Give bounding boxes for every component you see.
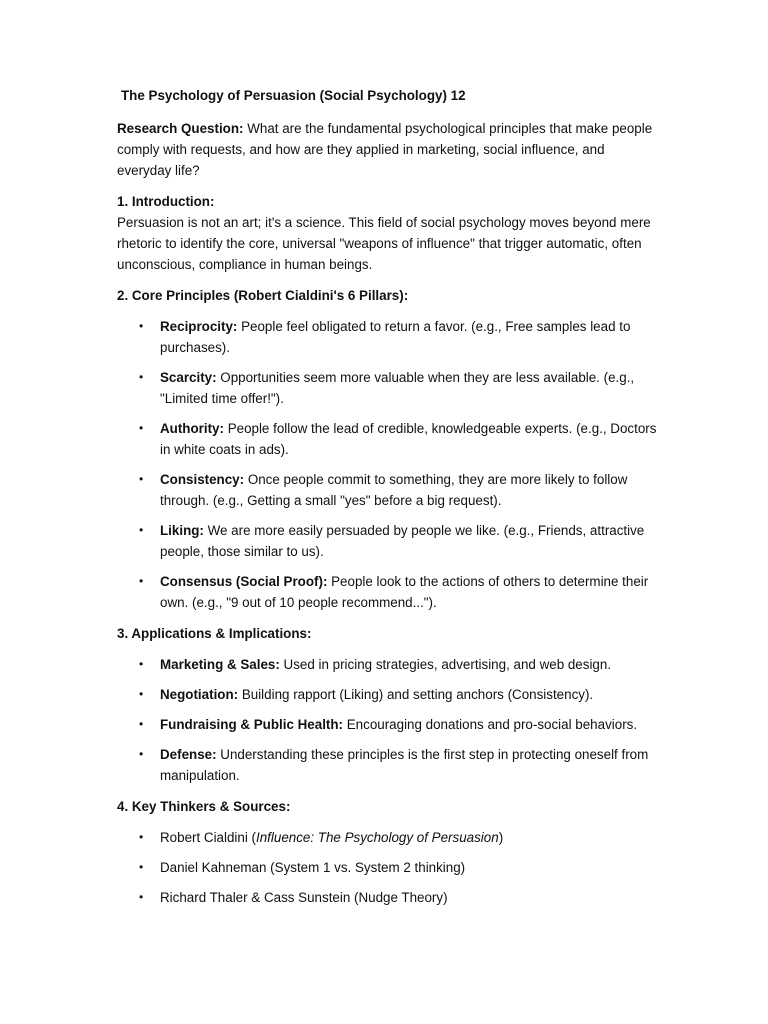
document-title: The Psychology of Persuasion (Social Psychology) 12 [121,88,466,103]
bullet-icon: • [139,574,144,588]
list-item [117,571,657,613]
item-label: Reciprocity: [160,319,238,334]
item-text: Robert Cialdini ( [160,830,257,845]
list-item [117,520,657,562]
bullet-icon: • [139,319,144,333]
item-text: Once people commit to something, they are more likely to follow through. (e.g., Getting a small "yes" before a big request). [160,472,628,508]
list-item [117,654,657,675]
list-item [117,827,657,848]
list-item [117,744,657,786]
item-text: People look to the actions of others to determine their own. (e.g., "9 out of 10 people recommend..."). [160,574,649,610]
core-principles-list [117,316,657,613]
thinkers-list [117,827,657,908]
list-item [117,316,657,358]
bullet-icon: • [139,657,144,671]
item-text: Understanding these principles is the first step in protecting oneself from manipulation. [160,747,649,783]
item-text: Used in pricing strategies, advertising, and web design. [279,657,612,672]
document-page [117,86,657,918]
item-label: Negotiation: [160,687,239,702]
introduction-text: Persuasion is not an art; it's a science. This field of social psychology moves beyond mere rhetoric to identify the core, universal "weapons of influence" that trigger automatic, often unconscious, compliance in human beings. [117,215,651,272]
item-text: Richard Thaler & Cass Sunstein (Nudge Theory) [160,890,448,905]
list-item [117,367,657,409]
item-text: Building rapport (Liking) and setting anchors (Consistency). [238,687,594,702]
bullet-icon: • [139,687,144,701]
list-item [117,887,657,908]
item-text: People feel obligated to return a favor. (e.g., Free samples lead to purchases). [160,319,631,355]
applications-heading: 3. Applications & Implications: [117,626,312,641]
bullet-icon: • [139,890,144,904]
bullet-icon: • [139,830,144,844]
item-text: Encouraging donations and pro-social behaviors. [343,717,638,732]
item-label: Defense: [160,747,217,762]
research-question-label: Research Question: [117,121,244,136]
bullet-icon: • [139,370,144,384]
core-principles-heading: 2. Core Principles (Robert Cialdini's 6 Pillars): [117,288,409,303]
applications-list [117,654,657,786]
list-item [117,418,657,460]
item-text: Opportunities seem more valuable when they are less available. (e.g., "Limited time offer!"). [160,370,635,406]
research-question [117,118,657,181]
bullet-icon: • [139,860,144,874]
thinkers-heading: 4. Key Thinkers & Sources: [117,799,291,814]
bullet-icon: • [139,421,144,435]
list-item [117,714,657,735]
bullet-icon: • [139,747,144,761]
item-label: Consensus (Social Proof): [160,574,328,589]
list-item [117,857,657,878]
item-text: People follow the lead of credible, knowledgeable experts. (e.g., Doctors in white coats in ads). [160,421,657,457]
bullet-icon: • [139,472,144,486]
research-question-text: What are the fundamental psychological principles that make people comply with requests, and how are they applied in marketing, social influence, and everyday life? [117,121,653,178]
book-title: Influence: The Psychology of Persuasion [256,830,499,845]
introduction-heading: 1. Introduction: [117,194,215,209]
item-suffix: ) [498,830,504,845]
item-label: Consistency: [160,472,245,487]
item-label: Authority: [160,421,224,436]
item-label: Liking: [160,523,204,538]
bullet-icon: • [139,717,144,731]
list-item [117,469,657,511]
item-text: We are more easily persuaded by people we like. (e.g., Friends, attractive people, those similar to us). [160,523,645,559]
item-label: Marketing & Sales: [160,657,280,672]
list-item [117,684,657,705]
bullet-icon: • [139,523,144,537]
item-label: Scarcity: [160,370,217,385]
item-label: Fundraising & Public Health: [160,717,344,732]
item-text: Daniel Kahneman (System 1 vs. System 2 thinking) [160,860,466,875]
